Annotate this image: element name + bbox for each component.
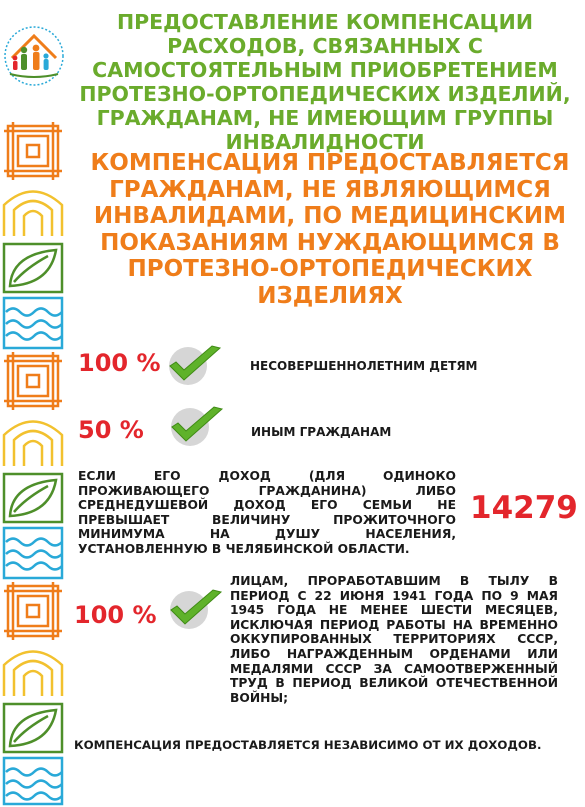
- ornament-square-block: [4, 582, 62, 640]
- checkmark-icon: [164, 405, 226, 449]
- decorative-ornament-strip: [0, 0, 66, 807]
- checkmark-icon: [162, 344, 224, 388]
- page-title: ПРЕДОСТАВЛЕНИЕ КОМПЕНСАЦИИ РАСХОДОВ, СВЯЗАННЫХ С САМОСТОЯТЕЛЬНЫМ ПРИОБРЕТЕНИЕМ ПРОТЕЗНО-ОРТОПЕДИЧЕСКИХ ИЗДЕЛИЙ, ГРАЖДАНАМ, НЕ ИМЕЮЩИМ ГРУППЫ ИНВАЛИДНОСТИ: [79, 10, 571, 154]
- ornament-leaf-block: [4, 244, 62, 292]
- beneficiary-label: ИНЫМ ГРАЖДАНАМ: [251, 425, 392, 439]
- income-condition-text: ЕСЛИ ЕГО ДОХОД (ДЛЯ ОДИНОКО ПРОЖИВАЮЩЕГО ГРАЖДАНИНА) ЛИБО СРЕДНЕДУШЕВОЙ ДОХОД ЕГО СЕМЬИ НЕ ПРЕВЫШАЕТ ВЕЛИЧИНУ ПРОЖИТОЧНОГО МИНИМУМА НА ДУШУ НАСЕЛЕНИЯ, УСТАНОВЛЕННУЮ В ЧЕЛЯБИНСКОЙ ОБЛАСТИ.: [78, 469, 456, 556]
- subsistence-minimum-amount: 14279: [470, 490, 578, 526]
- percent-value: 100 %: [74, 601, 157, 629]
- beneficiary-label: НЕСОВЕРШЕННОЛЕТНИМ ДЕТЯМ: [250, 359, 478, 373]
- ornament-wave-block: [4, 298, 62, 348]
- ornament-square-block: [4, 122, 62, 180]
- ornament-arch-block: [4, 422, 62, 467]
- footer-note: КОМПЕНСАЦИЯ ПРЕДОСТАВЛЯЕТСЯ НЕЗАВИСИМО ОТ ИХ ДОХОДОВ.: [74, 738, 542, 752]
- family-logo: [2, 6, 66, 106]
- home-front-text: ЛИЦАМ, ПРОРАБОТАВШИМ В ТЫЛУ В ПЕРИОД С 22 ИЮНЯ 1941 ГОДА ПО 9 МАЯ 1945 ГОДА НЕ МЕНЕЕ ШЕСТИ МЕСЯЦЕВ, ИСКЛЮЧАЯ ПЕРИОД РАБОТЫ НА ВРЕМЕННО ОККУПИРОВАННЫХ ТЕРРИТОРИЯХ СССР, ЛИБО НАГРАЖДЕННЫМ ОРДЕНАМИ ИЛИ МЕДАЛЯМИ СССР ЗА САМООТВЕРЖЕННЫЙ ТРУД В ПЕРИОД ВЕЛИКОЙ ОТЕЧЕСТВЕННОЙ ВОЙНЫ;: [230, 574, 558, 705]
- ornament-arch-block: [4, 192, 62, 237]
- ornament-leaf-block: [4, 704, 62, 752]
- ornament-square-block: [4, 352, 62, 410]
- percent-value: 100 %: [78, 349, 161, 377]
- ornament-leaf-block: [4, 474, 62, 522]
- ornament-wave-block: [4, 528, 62, 578]
- checkmark-icon: [163, 588, 225, 632]
- percent-value: 50 %: [78, 416, 144, 444]
- eligibility-subtitle: КОМПЕНСАЦИЯ ПРЕДОСТАВЛЯЕТСЯ ГРАЖДАНАМ, НЕ ЯВЛЯЮЩИМСЯ ИНВАЛИДАМИ, ПО МЕДИЦИНСКИМ ПОКАЗАНИЯМ НУЖДАЮЩИМСЯ В ПРОТЕЗНО-ОРТОПЕДИЧЕСКИХ ИЗДЕЛИЯХ: [90, 150, 570, 309]
- ornament-wave-block: [4, 758, 62, 804]
- ornament-arch-block: [4, 652, 62, 697]
